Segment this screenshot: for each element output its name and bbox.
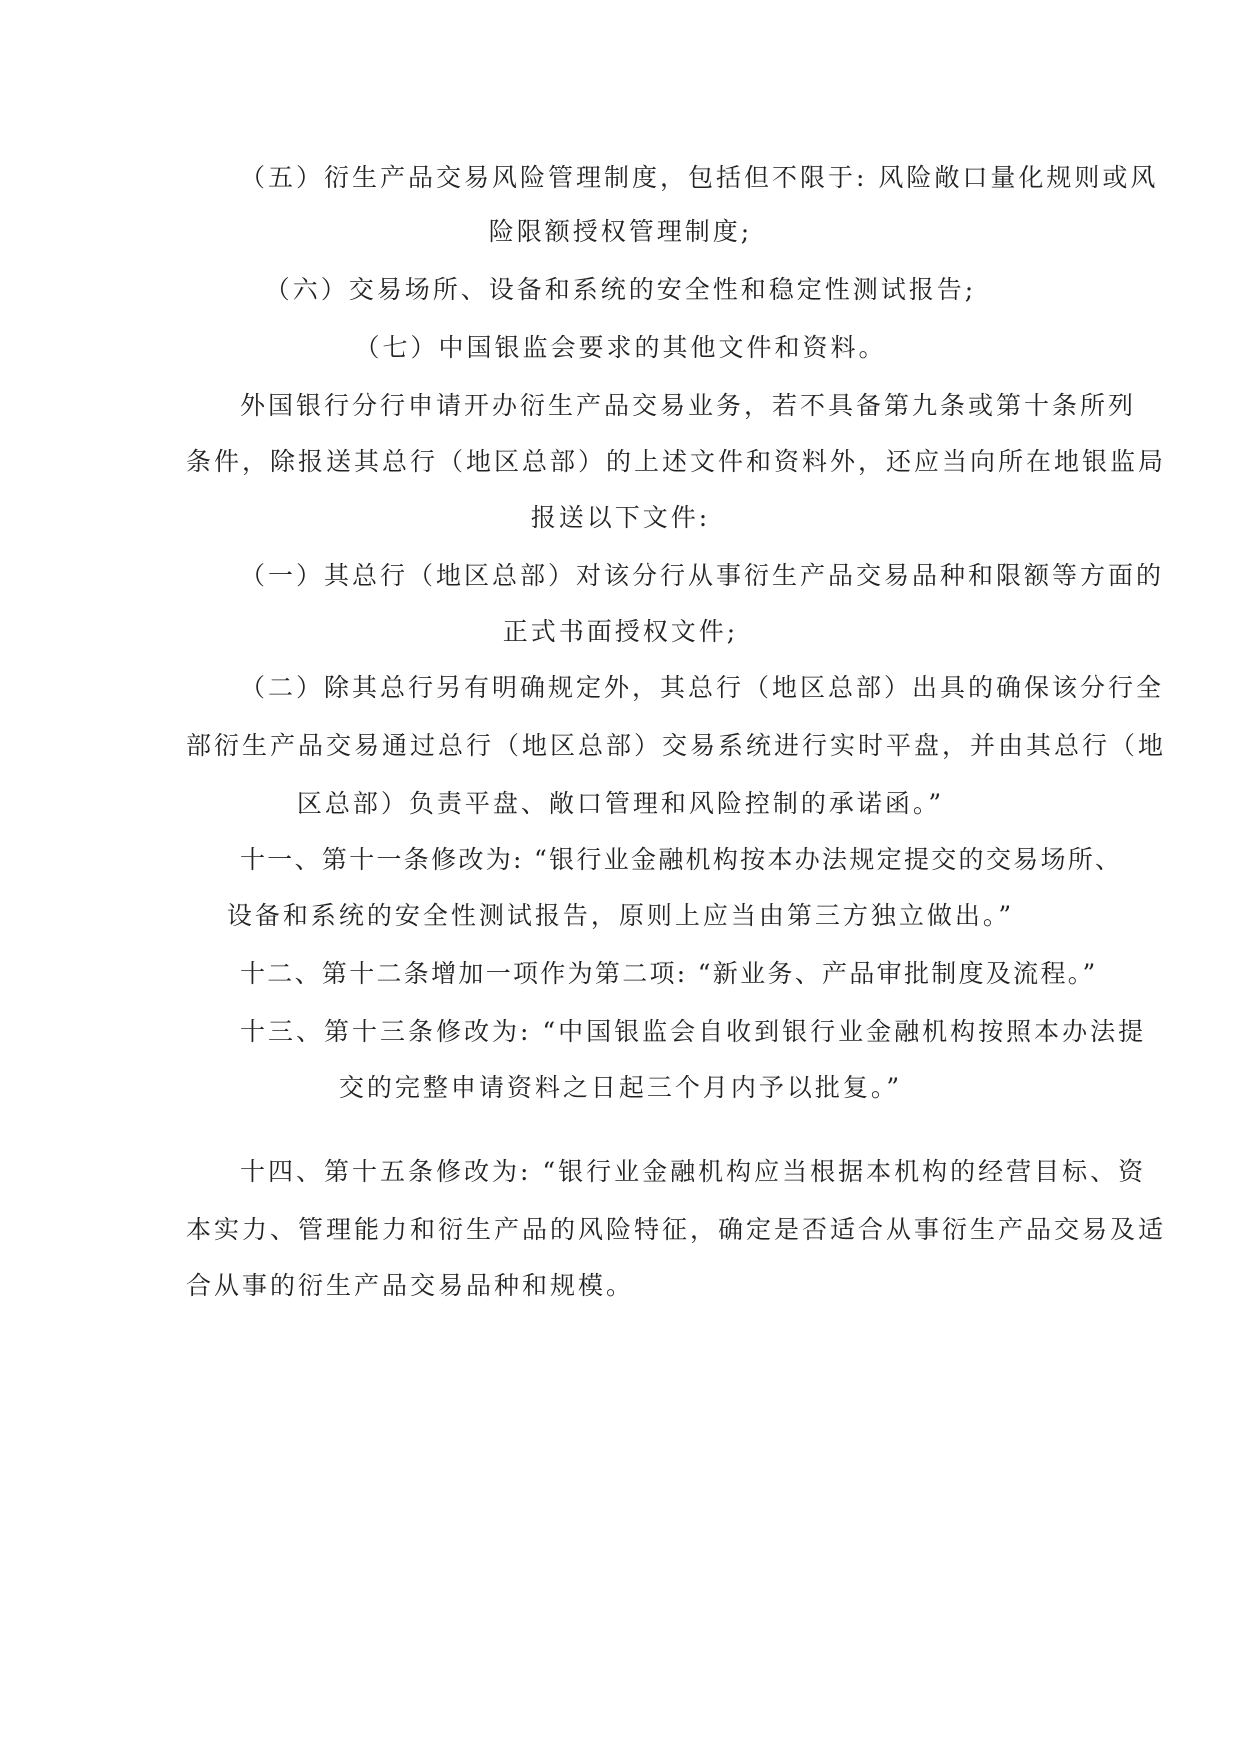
paragraph-line: 外国银行分行申请开办衍生产品交易业务，若不具备第九条或第十条所列 (240, 391, 1137, 420)
paragraph-line: （一）其总行（地区总部）对该分行从事衍生产品交易品种和限额等方面的 (240, 561, 1165, 590)
paragraph-line: 报送以下文件: (530, 503, 711, 532)
paragraph-line: （七）中国银监会要求的其他文件和资料。 (354, 333, 887, 362)
paragraph-line: （六）交易场所、设备和系统的安全性和稳定性测试报告; (264, 275, 977, 304)
paragraph-line: 本实力、管理能力和衍生产品的风险特征，确定是否适合从事衍生产品交易及适 (186, 1215, 1167, 1244)
paragraph-line: 十二、第十二条增加一项作为第二项: “新业务、产品审批制度及流程。” (240, 959, 1098, 988)
paragraph-line: （二）除其总行另有明确规定外，其总行（地区总部）出具的确保该分行全 (240, 673, 1165, 702)
paragraph-line: 合从事的衍生产品交易品种和规模。 (186, 1271, 635, 1300)
paragraph-line: 条件，除报送其总行（地区总部）的上述文件和资料外，还应当向所在地银监局 (186, 447, 1167, 476)
paragraph-line: 十四、第十五条修改为: “银行业金融机构应当根据本机构的经营目标、资 (240, 1157, 1147, 1186)
paragraph-line: 交的完整申请资料之日起三个月内予以批复。” (338, 1073, 903, 1102)
paragraph-line: 十三、第十三条修改为: “中国银监会自收到银行业金融机构按照本办法提 (240, 1017, 1147, 1046)
paragraph-line: 十一、第十一条修改为: “银行业金融机构按本办法规定提交的交易场所、 (240, 845, 1123, 874)
paragraph-line: 区总部）负责平盘、敞口管理和风险控制的承诺函。” (296, 789, 945, 818)
paragraph-line: 设备和系统的安全性测试报告，原则上应当由第三方独立做出。” (226, 901, 1015, 930)
paragraph-line: （五）衍生产品交易风险管理制度，包括但不限于: 风险敞口量化规则或风 (240, 163, 1159, 192)
paragraph-line: 部衍生产品交易通过总行（地区总部）交易系统进行实时平盘，并由其总行（地 (186, 731, 1167, 760)
paragraph-line: 险限额授权管理制度; (488, 217, 753, 246)
paragraph-line: 正式书面授权文件; (502, 617, 739, 646)
